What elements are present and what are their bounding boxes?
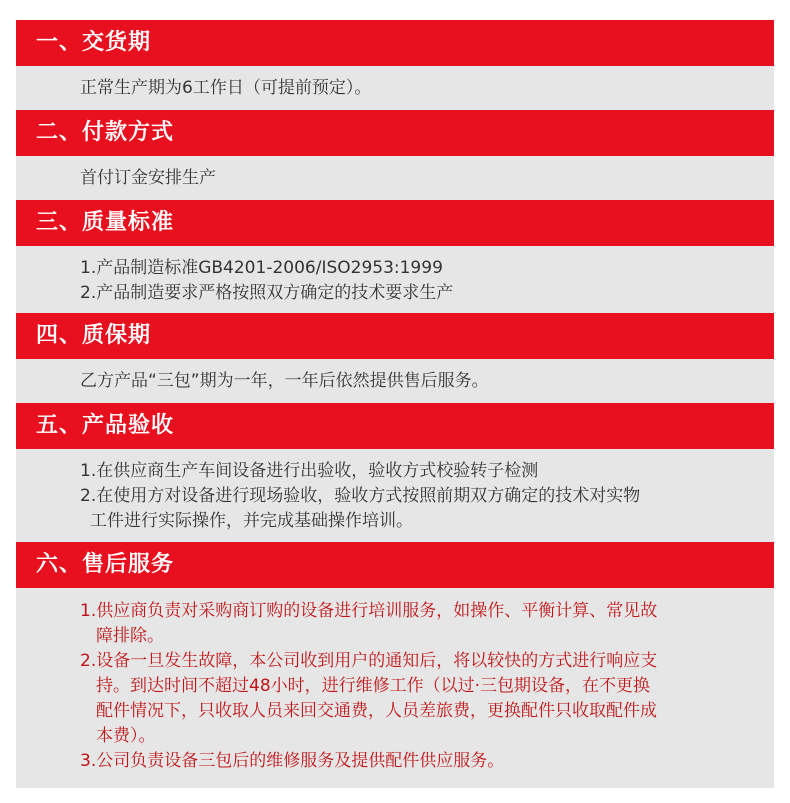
section-header-after-sales: 六、售后服务	[16, 542, 774, 588]
text-line: 乙方产品“三包”期为一年，一年后依然提供售后服务。	[80, 371, 489, 391]
section-header-warranty: 四、质保期	[16, 313, 774, 359]
text-line: 障排除。	[96, 626, 164, 646]
section-body-delivery	[16, 66, 774, 110]
text-line: 2.产品制造要求严格按照双方确定的技术要求生产	[80, 283, 454, 303]
section-body-payment	[16, 156, 774, 200]
section-header-acceptance: 五、产品验收	[16, 403, 774, 449]
text-line: 工件进行实际操作，并完成基础操作培训。	[90, 511, 413, 531]
text-line: 持。到达时间不超过48小时，进行维修工作（以过·三包期设备，在不更换	[96, 676, 651, 696]
text-line: 1.供应商负责对采购商订购的设备进行培训服务，如操作、平衡计算、常见故	[80, 601, 658, 621]
text-line: 2.设备一旦发生故障，本公司收到用户的通知后，将以较快的方式进行响应支	[80, 651, 658, 671]
text-line: 配件情况下，只收取人员来回交通费，人员差旅费，更换配件只收取配件成	[96, 701, 657, 721]
section-header-payment: 二、付款方式	[16, 110, 774, 156]
text-line: 3.公司负责设备三包后的维修服务及提供配件供应服务。	[80, 751, 505, 771]
section-body-acceptance	[16, 449, 774, 542]
section-body-after-sales	[16, 588, 774, 788]
text-line: 正常生产期为6工作日（可提前预定）。	[80, 78, 372, 98]
section-body-quality	[16, 246, 774, 313]
section-header-delivery: 一、交货期	[16, 20, 774, 66]
text-line: 首付订金安排生产	[80, 168, 216, 188]
text-line: 本费）。	[96, 726, 156, 746]
section-header-quality: 三、质量标准	[16, 200, 774, 246]
text-line: 2.在使用方对设备进行现场验收，验收方式按照前期双方确定的技术对实物	[80, 486, 641, 506]
text-line: 1.产品制造标准GB4201-2006/ISO2953:1999	[80, 258, 443, 278]
text-line: 1.在供应商生产车间设备进行出验收，验收方式校验转子检测	[80, 461, 539, 481]
section-body-warranty	[16, 359, 774, 403]
